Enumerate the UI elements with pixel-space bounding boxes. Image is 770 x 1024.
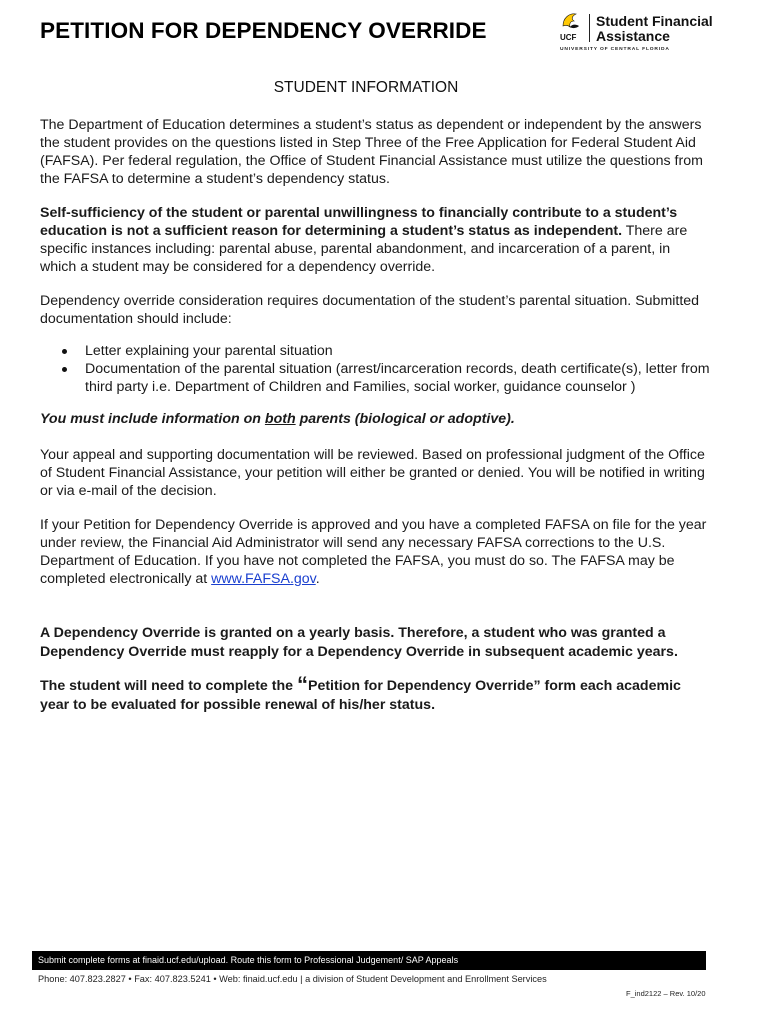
bullet-icon [62,349,67,354]
footer-submit-bar: Submit complete forms at finaid.ucf.edu/upload. Route this form to Professional Judgement/ SAP Appeals [32,951,706,970]
self-sufficiency-paragraph [40,204,710,276]
section-title: STUDENT INFORMATION [273,79,459,96]
document-body [40,116,710,715]
logo-name [596,14,713,44]
yearly-basis-paragraph: A Dependency Override is granted on a yearly basis. Therefore, a student who was granted a Dependency Override must reapply for a Dependency Override in subsequent academic years. [40,625,678,660]
petition-paragraph: If your Petition for Dependency Override is approved and you have a completed FAFSA on file for the year under review, the Financial Aid Administrator will send any necessary FAFSA corrections to the U.S. Department of Education. If you have not completed the FAFSA, you must do so. The FAFSA may be completed electronically at www.FAFSA.gov. [40,517,707,587]
logo-university: UNIVERSITY OF CENTRAL FLORIDA [560,47,670,52]
documentation-list [40,342,710,396]
bullet-icon [62,367,67,372]
logo-line2: Assistance [596,28,670,44]
intro-paragraph: The Department of Education determines a student’s status as dependent or independent by the answers the student provides on the questions listed in Step Three of the Free Application for Federal Student Aid (FAFSA). Per federal regulation, the Office of Student Financial Assistance must utilize the questions from the FAFSA to determine a student’s dependency status. [40,117,703,187]
list-item: Letter explaining your parental situation [40,342,710,360]
list-item: Documentation of the parental situation (arrest/incarceration records, death certificate(s), letter from third party i.e. Department of Children and Families, social worker, guidance counselor ) [40,360,710,396]
appeal-paragraph: Your appeal and supporting documentation will be reviewed. Based on professional judgment of the Office of Student Financial Assistance, your petition will either be granted or denied. You will be notified in writing or via e-mail of the decision. [40,447,705,499]
footer-contact: Phone: 407.823.2827 • Fax: 407.823.5241 • Web: finaid.ucf.edu | a division of Student Development and Enrollment Services [38,974,547,984]
both-emphasis: both [264,411,296,427]
form-code: F_ind2122 – Rev. 10/20 [626,989,706,998]
logo-line1: Student Financial [596,13,713,29]
both-parents-note: You must include information on both parents (biological or adoptive). [40,411,515,427]
pegasus-logo-icon [560,12,584,34]
logo-divider [589,14,590,42]
self-sufficiency-rest: There are specific instances including: parental abuse, parental abandonment, and incarceration of a parent, in which a student may be considered for a dependency override. [40,223,688,275]
fafsa-link[interactable]: www.FAFSA.gov [211,571,316,587]
renewal-paragraph: The student will need to complete the “Petition for Dependency Override” form each academic year to be evaluated for possible renewal of his/her status. [40,672,681,713]
ucf-abbr: UCF [560,33,577,42]
documentation-paragraph: Dependency override consideration requires documentation of the student’s parental situation. Submitted documentation should include: [40,293,700,327]
self-sufficiency-bold: Self-sufficiency of the student or parental unwillingness to financially contribute to a student’s education is not a sufficient reason for determining a student’s status as independent. [40,205,678,239]
page-title: PETITION FOR DEPENDENCY OVERRIDE [40,18,487,43]
ucf-logo [558,12,718,56]
